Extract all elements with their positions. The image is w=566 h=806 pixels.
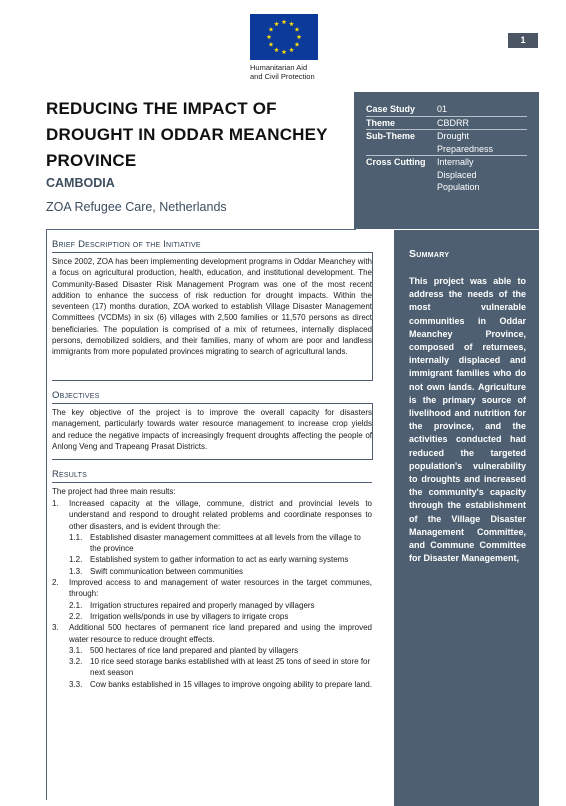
list-text: Established system to gather information to act as early warning systems	[90, 555, 349, 565]
brief-bottom-rule	[52, 380, 372, 381]
info-value-line: Displaced	[437, 169, 477, 180]
eu-star-icon	[282, 19, 287, 24]
sub-list-item	[52, 611, 372, 622]
title-line-3: PROVINCE	[46, 151, 137, 170]
list-text: Irrigation wells/ponds in use by villagers to irrigate crops	[90, 611, 289, 621]
info-key: Case Study	[366, 104, 416, 114]
list-number: 2.	[52, 578, 59, 588]
info-value-line: Internally	[437, 157, 474, 167]
eu-star-icon	[267, 34, 272, 39]
eu-logo	[246, 14, 342, 86]
list-text: Established disaster management committees at all levels from the village to the province	[90, 532, 361, 554]
list-number: 1.	[52, 499, 59, 508]
organisation-label: ZOA Refugee Care, Netherlands	[46, 200, 227, 214]
info-key: Cross Cutting	[366, 157, 426, 167]
list-number: 1.1.	[69, 532, 83, 542]
content-left-rule	[46, 230, 47, 800]
info-value	[437, 103, 527, 116]
list-text: Cow banks established in 15 villages to improve ongoing ability to prepare land.	[90, 679, 372, 689]
brief-right-rule	[372, 252, 373, 381]
info-row-sub-theme	[366, 130, 539, 155]
eu-caption-line-2: and Civil Protection	[250, 72, 315, 81]
list-text: Swift communication between communities	[90, 566, 243, 576]
info-value-line: Population	[437, 182, 480, 192]
eu-star-icon	[289, 21, 294, 26]
list-text: Improved access to and management of water resources in the target communes, through:	[69, 578, 372, 599]
title-line-2: DROUGHT IN ODDAR MEANCHEY	[46, 125, 328, 144]
list-text: Irrigation structures repaired and properly managed by villagers	[90, 600, 315, 610]
sub-list-item	[52, 532, 372, 555]
eu-star-icon	[297, 34, 302, 39]
page-title	[46, 96, 346, 174]
brief-text: Since 2002, ZOA has been implementing development programs in Oddar Meanchey with a focus on agricultural production, health, education, and institutional development. The Community-Based Disaster Risk Management Program was one of the most recent addition to enhance the success of risk reduction for drought impacts. Within the seventeen (17) months duration, ZOA worked to establish Village Disaster Management Committees (VCDMs) in six (6) villages with 2,500 families or 11,570 persons as direct beneficiaries. The population is comprised of a mix of returnees, internally displaced persons, demobilized soldiers, and their families, many of whom are poor and landless immigrants from more populated provinces migrating to search of agricultural lands.	[52, 257, 372, 357]
info-value-line: CBDRR	[437, 117, 470, 128]
info-key: Sub-Theme	[366, 131, 416, 141]
results-intro: The project had three main results:	[52, 487, 176, 496]
info-value	[437, 130, 527, 155]
list-number: 3.3.	[69, 679, 83, 689]
eu-star-icon	[282, 49, 287, 54]
info-value-line: Drought	[437, 131, 470, 141]
list-text: 500 hectares of rice land prepared and planted by villagers	[90, 645, 299, 655]
list-item	[52, 498, 372, 532]
eu-caption	[250, 63, 315, 81]
list-number: 3.2.	[69, 657, 83, 667]
results-heading-rule	[52, 482, 372, 483]
eu-star-icon	[274, 21, 279, 26]
info-row-theme	[366, 117, 539, 130]
objectives-text: The key objective of the project is to improve the overall capacity for disasters management, particularly towards water resource management to increase crop yields and reduce the negative impacts of increasingly frequent droughts affecting the people of Anlong Veng and Trapeang Prasat Districts.	[52, 408, 372, 451]
list-number: 1.3.	[69, 566, 83, 576]
content-top-rule	[46, 229, 356, 230]
sub-list-item	[52, 600, 372, 611]
list-text: 10 rice seed storage banks established with at least 25 tons of seed in store for next season	[90, 657, 371, 678]
eu-star-icon	[295, 27, 300, 32]
objectives-right-rule	[372, 403, 373, 460]
sub-list-item	[52, 656, 372, 679]
results-list	[52, 498, 372, 690]
info-key: Theme	[366, 117, 396, 128]
info-value	[437, 156, 527, 194]
list-number: 1.2.	[69, 555, 83, 565]
eu-caption-line-1: Humanitarian Aid	[250, 63, 308, 72]
list-item	[52, 577, 372, 600]
eu-star-icon	[289, 47, 294, 52]
info-value-line: 01	[437, 104, 448, 114]
results-heading: Results	[52, 469, 87, 480]
summary-panel	[394, 230, 539, 806]
objectives-bottom-rule	[52, 459, 372, 460]
objectives-heading-rule	[52, 403, 372, 404]
info-value	[437, 117, 527, 130]
case-info-box	[354, 92, 539, 229]
sub-list-item	[52, 645, 372, 656]
info-row-cross-cutting	[366, 156, 539, 194]
list-number: 2.1.	[69, 600, 83, 610]
title-line-1: REDUCING THE IMPACT OF	[46, 99, 277, 118]
list-number: 2.2.	[69, 611, 83, 621]
info-value-line: Preparedness	[437, 143, 494, 154]
brief-heading-rule	[52, 252, 372, 253]
list-number: 3.1.	[69, 645, 83, 655]
objectives-heading: Objectives	[52, 390, 100, 401]
summary-text: This project was able to address the needs of the most vulnerable communities in Oddar Meanchey Province, composed of returnees, internally displaced and immigrant families who do not own lands. Agriculture is the primary source of livelihood and nutrition for the province, and the activities conducted had reduced the targeted population's vulnerability to droughts and increased the community's capacity through the establishment of the Village Disaster Management Committee, and Commune Committee for Disaster Management,	[409, 276, 526, 564]
sub-list-item	[52, 679, 372, 690]
summary-heading: Summary	[409, 248, 450, 260]
brief-heading: Brief Description of the Initiative	[52, 239, 201, 250]
eu-star-icon	[269, 42, 274, 47]
info-row-case-study	[366, 103, 539, 116]
page-number: 1	[508, 33, 538, 48]
eu-star-icon	[274, 47, 279, 52]
country-label: CAMBODIA	[46, 176, 115, 190]
list-item	[52, 622, 372, 645]
eu-star-icon	[269, 27, 274, 32]
sub-list-item	[52, 566, 372, 577]
list-text: Additional 500 hectares of permanent rice land prepared and using the improved water resource to reduce drought effects.	[69, 623, 372, 644]
eu-star-icon	[295, 42, 300, 47]
list-number: 3.	[52, 623, 59, 633]
sub-list-item	[52, 554, 372, 565]
list-text: Increased capacity at the village, commune, district and provincial levels to understand and respond to drought related problems and coordinate responses to other disasters, and is evident through the:	[69, 499, 372, 531]
eu-flag-icon	[250, 14, 318, 60]
